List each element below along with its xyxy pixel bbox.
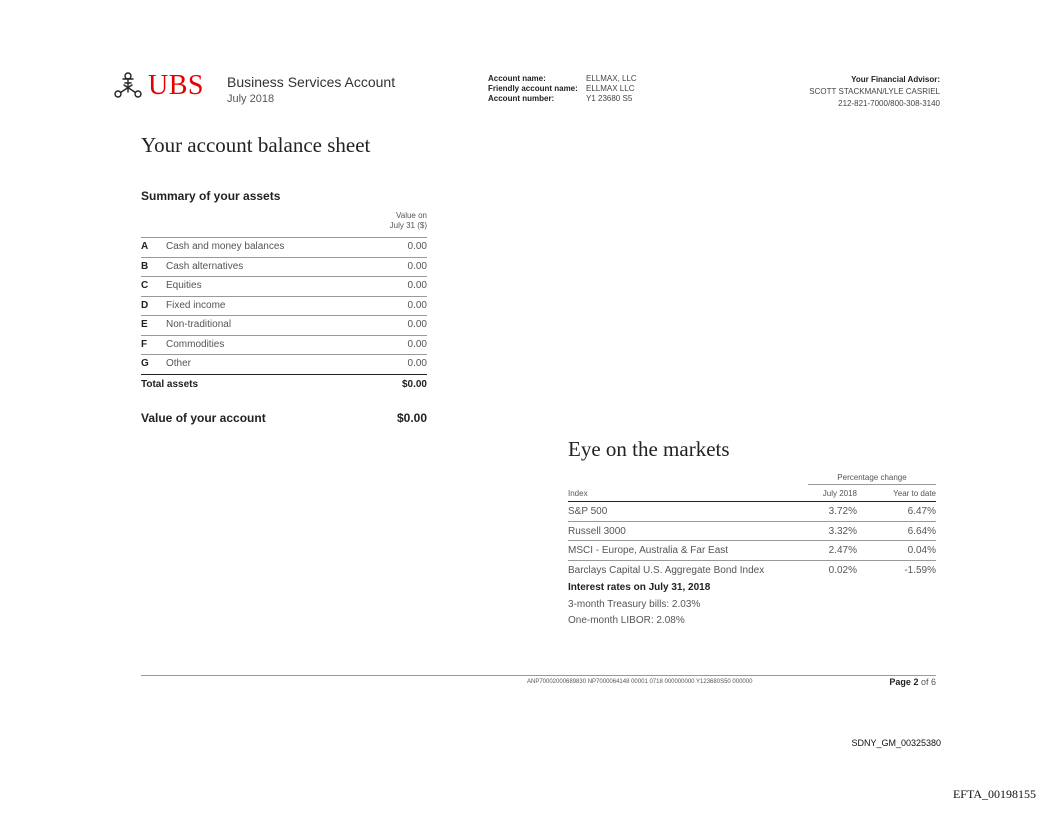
three-keys-logo-icon (112, 70, 144, 102)
table-row (141, 237, 427, 257)
ytd-change: 0.04% (907, 545, 936, 556)
markets-table-header (568, 487, 936, 502)
month-change: 3.72% (828, 506, 857, 517)
friendly-account-name-row (488, 84, 637, 94)
ubs-wordmark: UBS (148, 70, 204, 101)
bates-number-secondary: EFTA_00198155 (952, 787, 1036, 801)
month-change: 3.32% (828, 525, 857, 537)
asset-value: 0.00 (407, 280, 427, 291)
advisor-phone: 212-821-7000/800-308-3140 (838, 99, 940, 108)
index-name: Barclays Capital U.S. Aggregate Bond Index (568, 564, 765, 576)
ubs-logo (112, 70, 202, 104)
table-row (568, 541, 936, 561)
table-row (141, 296, 427, 316)
asset-letter: E (141, 319, 148, 330)
asset-letter: B (141, 260, 149, 272)
total-assets-label: Total assets (141, 378, 199, 390)
asset-letter: F (141, 338, 148, 350)
table-row (141, 354, 427, 374)
assets-table (141, 237, 427, 395)
table-row (568, 502, 936, 522)
asset-name: Cash and money balances (166, 241, 285, 252)
asset-letter: C (141, 280, 149, 291)
table-row (568, 561, 936, 581)
asset-value: 0.00 (407, 299, 427, 311)
account-type: Business Services Account (227, 74, 396, 90)
friendly-account-name-label: Friendly account name: (488, 84, 578, 93)
account-name-label: Account name: (488, 74, 546, 83)
asset-value: 0.00 (407, 338, 427, 350)
page-title: Your account balance sheet (141, 133, 371, 157)
asset-letter: A (141, 241, 149, 252)
page-label: Page (889, 677, 911, 687)
asset-name: Fixed income (166, 299, 226, 311)
financial-advisor (809, 74, 940, 110)
markets-title: Eye on the markets (568, 437, 730, 461)
index-name: Russell 3000 (568, 525, 626, 537)
account-name-row (488, 74, 637, 84)
asset-letter: G (141, 358, 149, 369)
table-row (141, 257, 427, 277)
asset-name: Other (166, 358, 192, 369)
libor-rate: One-month LIBOR: 2.08% (568, 615, 685, 626)
account-number-label: Account number: (488, 94, 555, 103)
interest-rates-title: Interest rates on July 31, 2018 (568, 582, 711, 593)
account-value-label: Value of your account (141, 411, 266, 425)
asset-value: 0.00 (407, 260, 427, 272)
value-column-header (370, 211, 427, 231)
asset-name: Commodities (166, 338, 225, 350)
account-number-value: Y1 23680 S5 (586, 94, 633, 103)
total-assets-value: $0.00 (401, 378, 427, 390)
asset-name: Equities (166, 280, 202, 291)
advisor-names: SCOTT STACKMAN/LYLE CASRIEL (809, 87, 940, 96)
asset-name: Cash alternatives (166, 260, 244, 272)
table-row (141, 315, 427, 335)
page-current: 2 (913, 677, 919, 687)
advisor-heading: Your Financial Advisor: (851, 75, 940, 84)
friendly-account-name-value: ELLMAX LLC (586, 84, 635, 93)
account-number-row (488, 94, 637, 104)
markets-table (568, 487, 936, 580)
bates-number-primary: SDNY_GM_00325380 (851, 738, 941, 748)
month-change: 2.47% (828, 545, 857, 556)
percentage-change-header: Percentage change (808, 473, 936, 485)
asset-letter: D (141, 299, 149, 311)
page-number (889, 677, 936, 687)
index-name: MSCI - Europe, Australia & Far East (568, 545, 729, 556)
month-column-header: July 2018 (822, 489, 857, 498)
asset-name: Non-traditional (166, 319, 232, 330)
account-name-value: ELLMAX, LLC (586, 74, 637, 83)
value-header-line1: Value on (396, 211, 427, 220)
treasury-bills-rate: 3-month Treasury bills: 2.03% (568, 599, 701, 610)
table-row (141, 335, 427, 355)
document-code: ANP70002000689830 NP7000064148 00001 0718 000000000 Y123680S50 000000 (527, 679, 753, 685)
asset-value: 0.00 (407, 358, 427, 369)
table-row (141, 276, 427, 296)
ytd-change: 6.64% (907, 525, 936, 537)
account-info (488, 74, 637, 104)
ytd-column-header: Year to date (893, 489, 936, 498)
asset-value: 0.00 (407, 319, 427, 330)
value-header-line2: July 31 ($) (389, 221, 427, 230)
footer-divider (141, 675, 936, 676)
month-change: 0.02% (828, 564, 857, 576)
statement-period: July 2018 (227, 93, 275, 105)
page-total: of 6 (920, 677, 936, 687)
ytd-change: 6.47% (907, 506, 936, 517)
index-name: S&P 500 (568, 506, 608, 517)
total-assets-row (141, 374, 427, 395)
asset-value: 0.00 (407, 241, 427, 252)
summary-of-assets-title: Summary of your assets (141, 189, 281, 203)
index-column-header: Index (568, 489, 588, 498)
ytd-change: -1.59% (904, 564, 936, 576)
table-row (568, 522, 936, 542)
account-value-amount: $0.00 (396, 411, 427, 425)
